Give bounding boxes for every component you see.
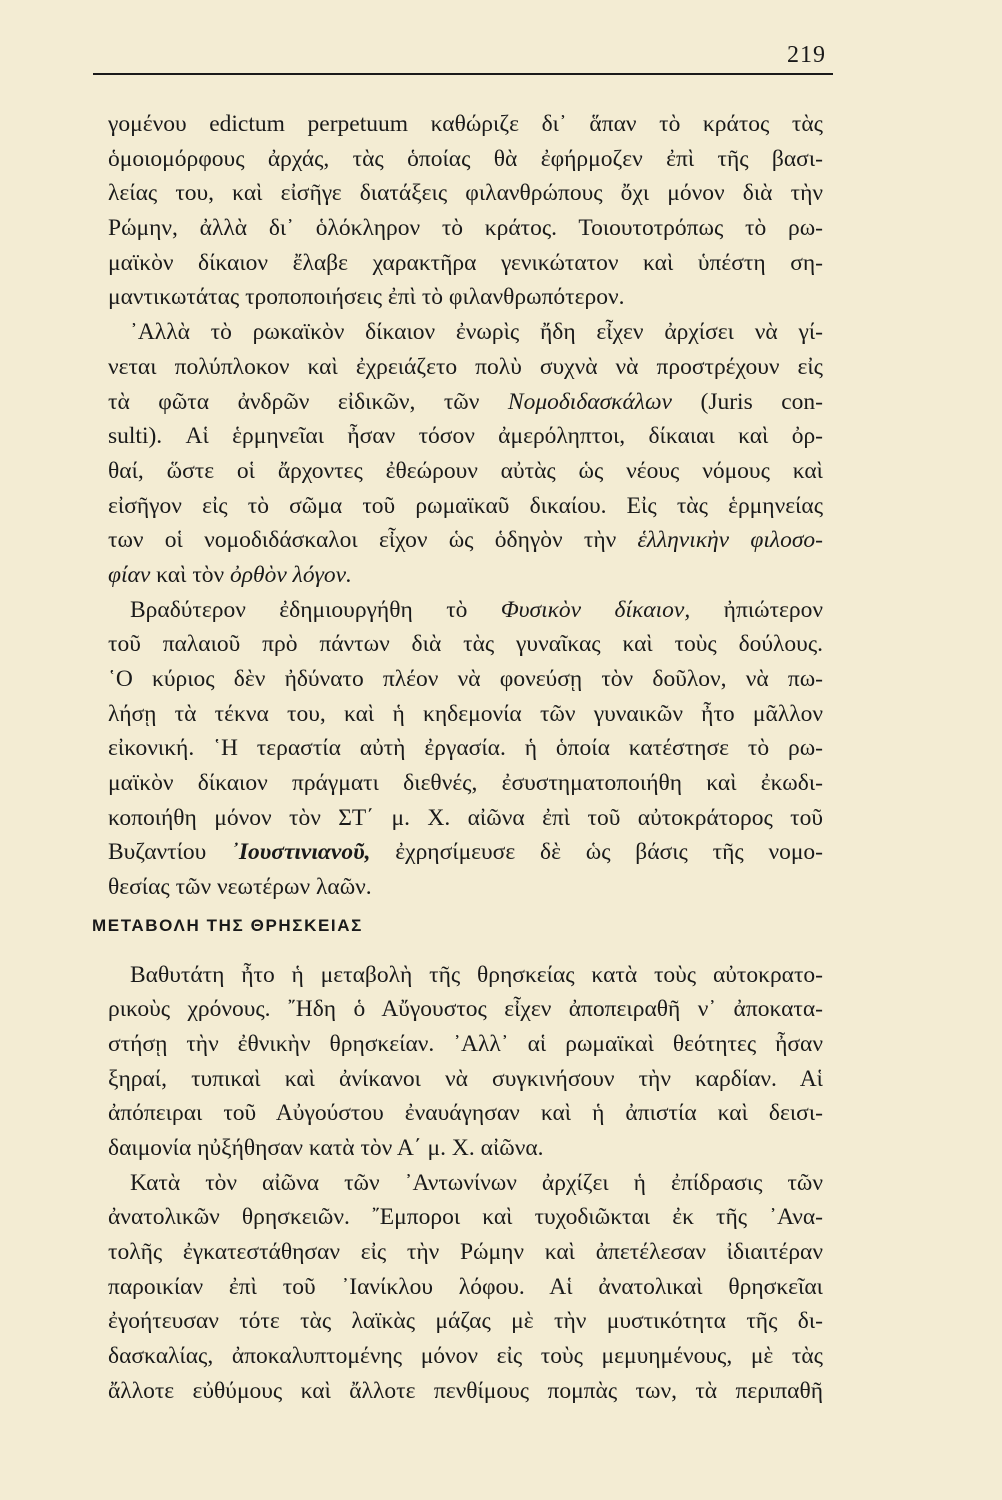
paragraph-4 bbox=[108, 958, 823, 1166]
text-line bbox=[108, 523, 823, 558]
text-run: καὶ τὸν bbox=[156, 561, 225, 588]
text-line: τοῦ παλαιοῦ πρὸ πάντων διὰ τὰς γυναῖκας καὶ τοὺς δούλους. bbox=[108, 631, 823, 658]
italic-term-philosophy: ἑλληνικὴν φιλοσο- bbox=[637, 527, 823, 554]
text-line: ξηραί, τυπικαὶ καὶ ἀνίκανοι νὰ συγκινήσουν τὴν καρδίαν. Αἱ bbox=[108, 1065, 823, 1092]
text-line: Βαθυτάτη ἦτο ἡ μεταβολὴ τῆς θρησκείας κατὰ τοὺς αὐτοκρατο- bbox=[130, 961, 823, 988]
text-line: νεται πολύπλοκον καὶ ἐχρειάζετο πολὺ συχνὰ νὰ προστρέχουν εἰς bbox=[108, 353, 823, 380]
paragraph-5 bbox=[108, 1166, 823, 1409]
text-run: των οἱ νομοδιδάσκαλοι εἶχον ὡς ὁδηγὸν τὴν bbox=[108, 527, 617, 554]
text-line: ρικοὺς χρόνους. ῎Ηδη ὁ Αὔγουστος εἶχεν ἀποπειραθῆ ν᾿ ἀποκατα- bbox=[108, 996, 823, 1023]
italic-term-philosophy-end: φίαν bbox=[108, 561, 151, 588]
text-line: μαντικωτάτας τροποποιήσεις ἐπὶ τὸ φιλανθρωπότερον. bbox=[108, 284, 625, 311]
text-line: μαϊκὸν δίκαιον πράγματι διεθνές, ἐσυστηματοποιήθη καὶ ἐκωδι- bbox=[108, 770, 823, 797]
text-line: δαιμονία ηὐξήθησαν κατὰ τὸν Α΄ μ. Χ. αἰῶνα. bbox=[108, 1134, 544, 1161]
bold-italic-name-justinian: ᾿Ιουστινιανοῦ, bbox=[231, 839, 371, 866]
text-line: Ρώμην, ἀλλὰ δι᾿ ὁλόκληρον τὸ κράτος. Τοιουτοτρόπως τὸ ρω- bbox=[108, 215, 823, 242]
italic-term-nomodidaskaloi: Νομοδιδασκάλων bbox=[507, 388, 672, 415]
text-line bbox=[108, 593, 823, 628]
text-line: μαϊκὸν δίκαιον ἔλαβε χαρακτῆρα γενικώτατον καὶ ὑπέστη ση- bbox=[108, 249, 823, 276]
text-line: θαί, ὥστε οἱ ἄρχοντες ἐθεώρουν αὐτὰς ὡς νέους νόμους καὶ bbox=[108, 457, 823, 484]
text-line: ἄλλοτε εὐθύμους καὶ ἄλλοτε πενθίμους πομπὰς των, τὰ περιπαθῆ bbox=[108, 1377, 823, 1404]
text-line: λήσῃ τὰ τέκνα του, καὶ ἡ κηδεμονία τῶν γυναικῶν ἦτο μᾶλλον bbox=[108, 700, 823, 727]
italic-term-natural-law: Φυσικὸν δίκαιον, bbox=[500, 596, 691, 623]
text-line: ἀνατολικῶν θρησκειῶν. ῎Εμποροι καὶ τυχοδιῶκται ἐκ τῆς ᾿Ανα- bbox=[108, 1204, 823, 1231]
paragraph-3 bbox=[108, 593, 823, 905]
body-text bbox=[92, 107, 824, 1408]
header-rule bbox=[93, 73, 833, 75]
text-line: στήσῃ τὴν ἐθνικὴν θρησκείαν. ᾿Αλλ᾿ αἱ ρωμαϊκαὶ θεότητες ἦσαν bbox=[108, 1030, 823, 1057]
paragraph-1 bbox=[108, 107, 823, 315]
text-run: Βυζαντίου bbox=[108, 839, 207, 866]
text-line: λείας του, καὶ εἰσῆγε διατάξεις φιλανθρώπους ὄχι μόνον διὰ τὴν bbox=[108, 180, 823, 207]
text-line: ῾Ο κύριος δὲν ἠδύνατο πλέον νὰ φονεύσῃ τὸν δοῦλον, νὰ πω- bbox=[108, 666, 823, 692]
text-line: ἀπόπειραι τοῦ Αὐγούστου ἐναυάγησαν καὶ ἡ ἀπιστία καὶ δεισι- bbox=[108, 1100, 823, 1127]
text-run: Βραδύτερον ἐδημιουργήθη τὸ bbox=[130, 596, 468, 623]
text-line: τολῆς ἐγκατεστάθησαν εἰς τὴν Ρώμην καὶ ἀπετέλεσαν ἰδιαιτέραν bbox=[108, 1239, 823, 1265]
text-line: sulti). Αἱ ἑρμηνεῖαι ἦσαν τόσον ἀμερόληπτοι, δίκαιαι καὶ ὀρ- bbox=[108, 423, 823, 450]
text-line: Κατὰ τὸν αἰῶνα τῶν ᾿Αντωνίνων ἀρχίζει ἡ ἐπίδρασις τῶν bbox=[130, 1169, 823, 1196]
text-run: ἠπιώτερον bbox=[723, 596, 824, 623]
text-line: ὁμοιομόρφους ἀρχάς, τὰς ὁποίας θὰ ἐφήρμοζεν ἐπὶ τῆς βασι- bbox=[108, 145, 823, 172]
text-line bbox=[108, 835, 823, 870]
text-run: τὰ φῶτα ἀνδρῶν εἰδικῶν, τῶν bbox=[108, 388, 480, 415]
text-line: εἰκονική. ῾Η τεραστία αὐτὴ ἐργασία. ἡ ὁποία κατέστησε τὸ ρω- bbox=[108, 735, 823, 762]
text-line: ᾿Αλλὰ τὸ ρωκαϊκὸν δίκαιον ἐνωρὶς ἤδη εἶχεν ἀρχίσει νὰ γί- bbox=[130, 319, 823, 346]
text-line: ἐγοήτευσαν τότε τὰς λαϊκὰς μάζας μὲ τὴν μυστικότητα τῆς δι- bbox=[108, 1308, 823, 1335]
page-number: 219 bbox=[787, 42, 826, 68]
text-line: εἰσῆγον εἰς τὸ σῶμα τοῦ ρωμαϊκαῦ δικαίου. Εἰς τὰς ἑρμηνείας bbox=[108, 492, 823, 519]
text-line bbox=[108, 558, 823, 593]
paragraph-2 bbox=[108, 315, 823, 593]
text-line: κοποιήθη μόνον τὸν ΣΤ΄ μ. Χ. αἰῶνα ἐπὶ τοῦ αὐτοκράτορος τοῦ bbox=[108, 804, 823, 831]
text-line: δασκαλίας, ἀποκαλυπτομένης μόνον εἰς τοὺς μεμυημένους, μὲ τὰς bbox=[108, 1343, 823, 1370]
text-run: (Juris con- bbox=[700, 388, 823, 415]
text-line: παροικίαν ἐπὶ τοῦ ᾿Ιανίκλου λόφου. Αἱ ἀνατολικαὶ θρησκεῖαι bbox=[108, 1273, 823, 1300]
italic-term-orthos-logos: ὀρθὸν λόγον. bbox=[230, 561, 352, 588]
text-line bbox=[108, 385, 823, 420]
text-line: γομένου edictum perpetuum καθώριζε δι᾿ ἅπαν τὸ κράτος τὰς bbox=[108, 111, 823, 137]
text-line: θεσίας τῶν νεωτέρων λαῶν. bbox=[108, 874, 372, 901]
text-run: ἐχρησίμευσε δὲ ὡς βάσις τῆς νομο- bbox=[395, 839, 824, 866]
section-heading: ΜΕΤΑΒΟΛΗ ΤΗΣ ΘΡΗΣΚΕΙΑΣ bbox=[92, 915, 363, 935]
